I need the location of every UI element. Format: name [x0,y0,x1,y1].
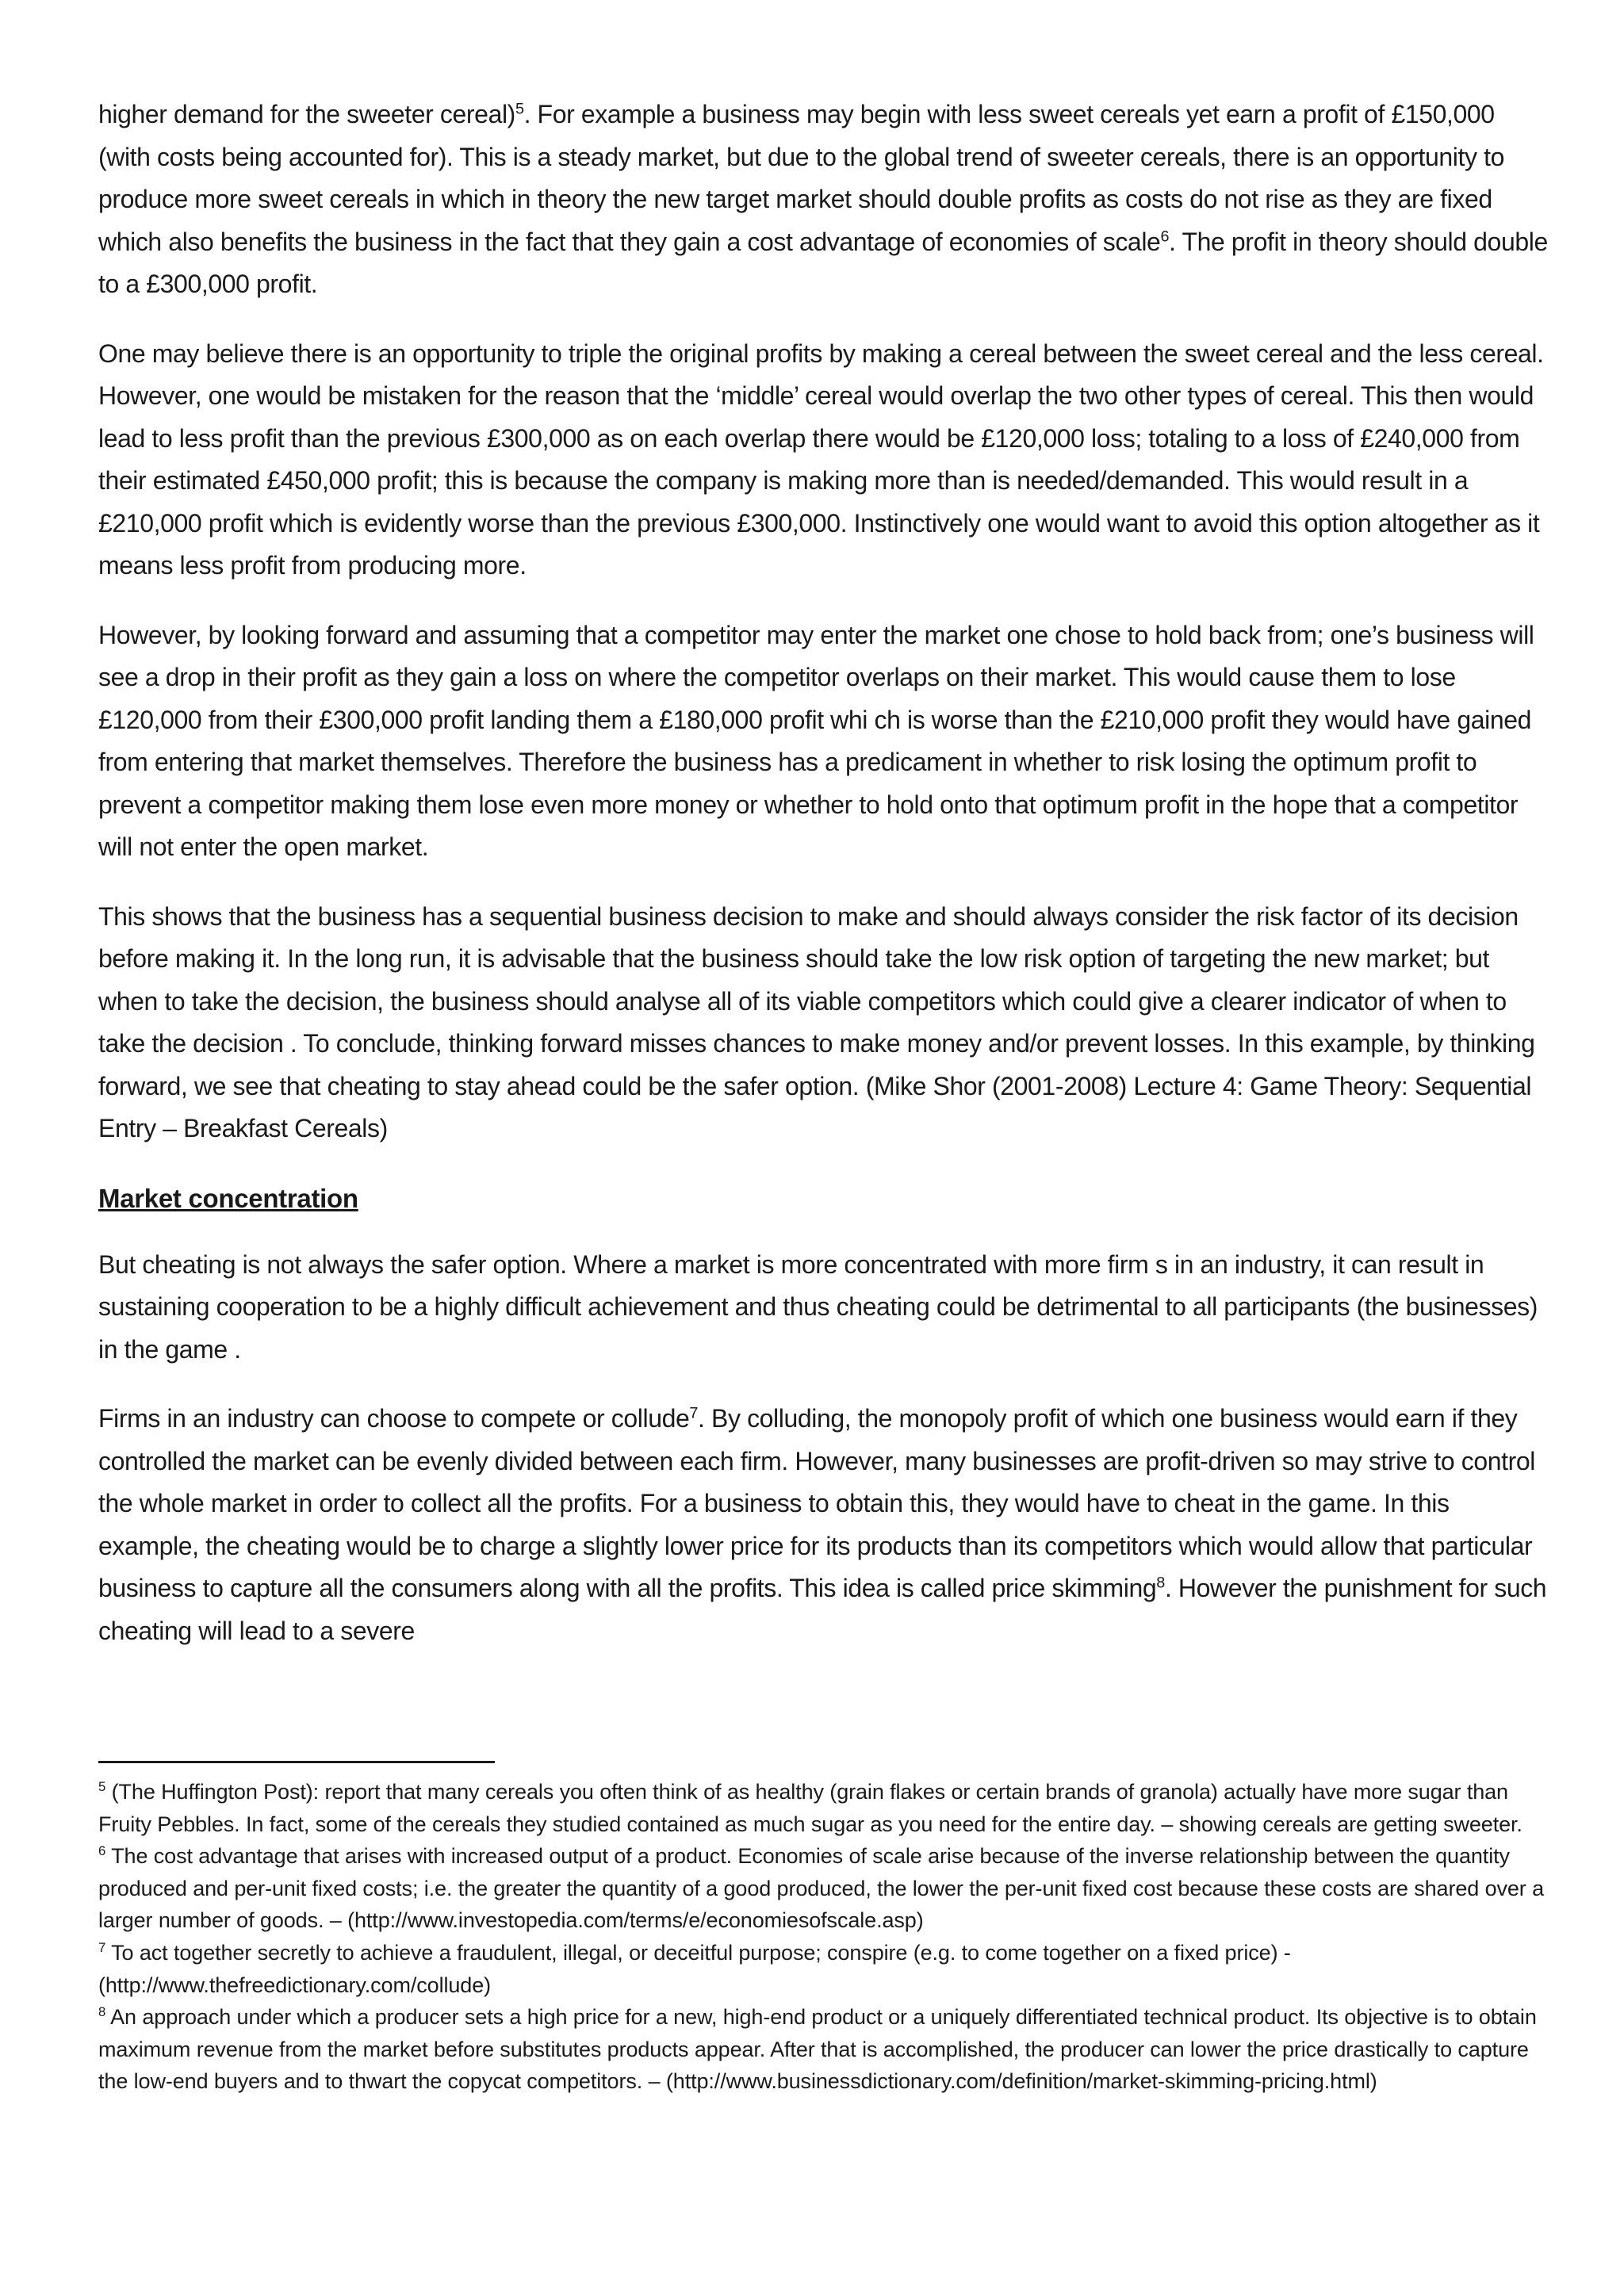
paragraph-text: . The profit in theory should double to a £300,000 profit. [98,227,1548,298]
paragraph-sequential-decision: This shows that the business has a sequential business decision to make and should always consider the risk factor of its decision before making it. In the long run, it is advisable that the business should take the low risk option of targeting the new market; but when to take the decision, the business should analyse all of its viable competitors which could give a clearer indicator of when to take the decision . To conclude, thinking forward misses chances to make money and/or prevent losses. In this example, by thinking forward, we see that cheating to stay ahead could be the safer option. (Mike Shor (2001-2008) Lecture 4: Game Theory: Sequential Entry – Breakfast Cereals) [98,901,1535,1142]
footnote-text: (The Huffington Post): report that many cereals you often think of as healthy (grain flakes or certain brands of granola) actually have more sugar than Fruity Pebbles. In fact, some of the cereals they studied contained as much sugar as you need for the entire day. – showing cereals are getting sweeter. [98,1780,1522,1836]
paragraph-text: higher demand for the sweeter cereal) [98,100,515,128]
paragraph-triple-profits: One may believe there is an opportunity to triple the original profits by making a cereal between the sweet cereal and the less cereal. However, one would be mistaken for the reason that the ‘middle’ cereal would overlap the two other types of cereal. This then would lead to less profit than the previous £300,000 as on each overlap there would be £120,000 loss; totaling to a loss of £240,000 from their estimated £450,000 profit; this is because the company is making more than is needed/demanded. This would result in a £210,000 profit which is evidently worse than the previous £300,000. Instinctively one would want to avoid this option altogether as it means less profit from producing more. [98,339,1544,580]
footnote-text: An approach under which a producer sets a high price for a new, high-end product or a uniquely differentiated technical product. Its objective is to obtain maximum revenue from the market before substitutes products appear. After that is accomplished, the producer can lower the price drastically to capture the low-end buyers and to thwart the copycat competitors. – (http://www.businessdictionary.com/definition/market-skimming-pricing.html) [98,2005,1537,2094]
paragraph-text: Firms in an industry can choose to compete or collude [98,1404,690,1433]
footnote-number: 6 [98,1843,106,1859]
footnote-number: 7 [98,1939,106,1955]
document-body [98,94,1548,1679]
footnote-ref-7[interactable]: 7 [689,1404,699,1422]
paragraph-cheating-not-safer: But cheating is not always the safer option. Where a market is more concentrated with more firm s in an industry, it can result in sustaining cooperation to be a highly difficult achievement and thus cheating could be detrimental to all participants (the businesses) in the game . [98,1249,1538,1364]
footnote-7 [98,1937,1548,2001]
paragraph-sweet-cereal-profit [98,94,1548,306]
footnote-8 [98,2001,1548,2098]
footnotes [98,1776,1548,2098]
footnote-number: 8 [98,2004,106,2020]
footnote-number: 5 [98,1779,106,1794]
footnote-text: To act together secretly to achieve a fraudulent, illegal, or deceitful purpose; conspire (e.g. to come together on a fixed price) - (http://www.thefreedictionary.com/collude) [98,1940,1291,1997]
paragraph-text: . For example a business may begin with less sweet cereals yet earn a profit of £150,000 (with costs being accounted for). This is a steady market, but due to the global trend of sweeter cereals, there is an opportunity to produce more sweet cereals in which in theory the new target market should double profits as costs do not rise as they are fixed which also benefits the business in the fact that they gain a cost advantage of economies of scale [98,100,1504,256]
footnote-6 [98,1840,1548,1937]
paragraph-text: . However the punishment for such cheating will lead to a severe [98,1574,1547,1645]
paragraph-compete-or-collude [98,1398,1548,1652]
footnote-ref-5[interactable]: 5 [515,100,524,118]
paragraph-competitor-entry: However, by looking forward and assuming that a competitor may enter the market one chose to hold back from; one’s business will see a drop in their profit as they gain a loss on where the competitor overlaps on their market. This would cause them to lose £120,000 from their £300,000 profit landing them a £180,000 profit whi ch is worse than the £210,000 profit they would have gained from entering that market themselves. Therefore the business has a predicament in whether to risk losing the optimum profit to prevent a competitor making them lose even more money or whether to hold onto that optimum profit in the hope that a competitor will not enter the open market. [98,620,1534,861]
footnote-ref-8[interactable]: 8 [1156,1574,1165,1592]
section-heading-market-concentration: Market concentration [98,1183,358,1213]
paragraph-text: . By colluding, the monopoly profit of which one business would earn if they controlled the market can be evenly divided between each firm. However, many businesses are profit-driven so may strive to control the whole market in order to collect all the profits. For a business to obtain this, they would have to cheat in the game. In this example, the cheating would be to charge a slightly lower price for its products than its competitors which would allow that particular business to capture all the consumers along with all the profits. This idea is called price skimming [98,1404,1536,1602]
footnote-separator [98,1761,495,1763]
footnote-ref-6[interactable]: 6 [1160,227,1170,245]
footnote-5 [98,1776,1548,1840]
footnote-text: The cost advantage that arises with increased output of a product. Economies of scale arise because of the inverse relationship between the quantity produced and per-unit fixed costs; i.e. the greater the quantity of a good produced, the lower the per-unit fixed cost because these costs are shared over a larger number of goods. – (http://www.investopedia.com/terms/e/economiesofscale.asp) [98,1844,1545,1933]
